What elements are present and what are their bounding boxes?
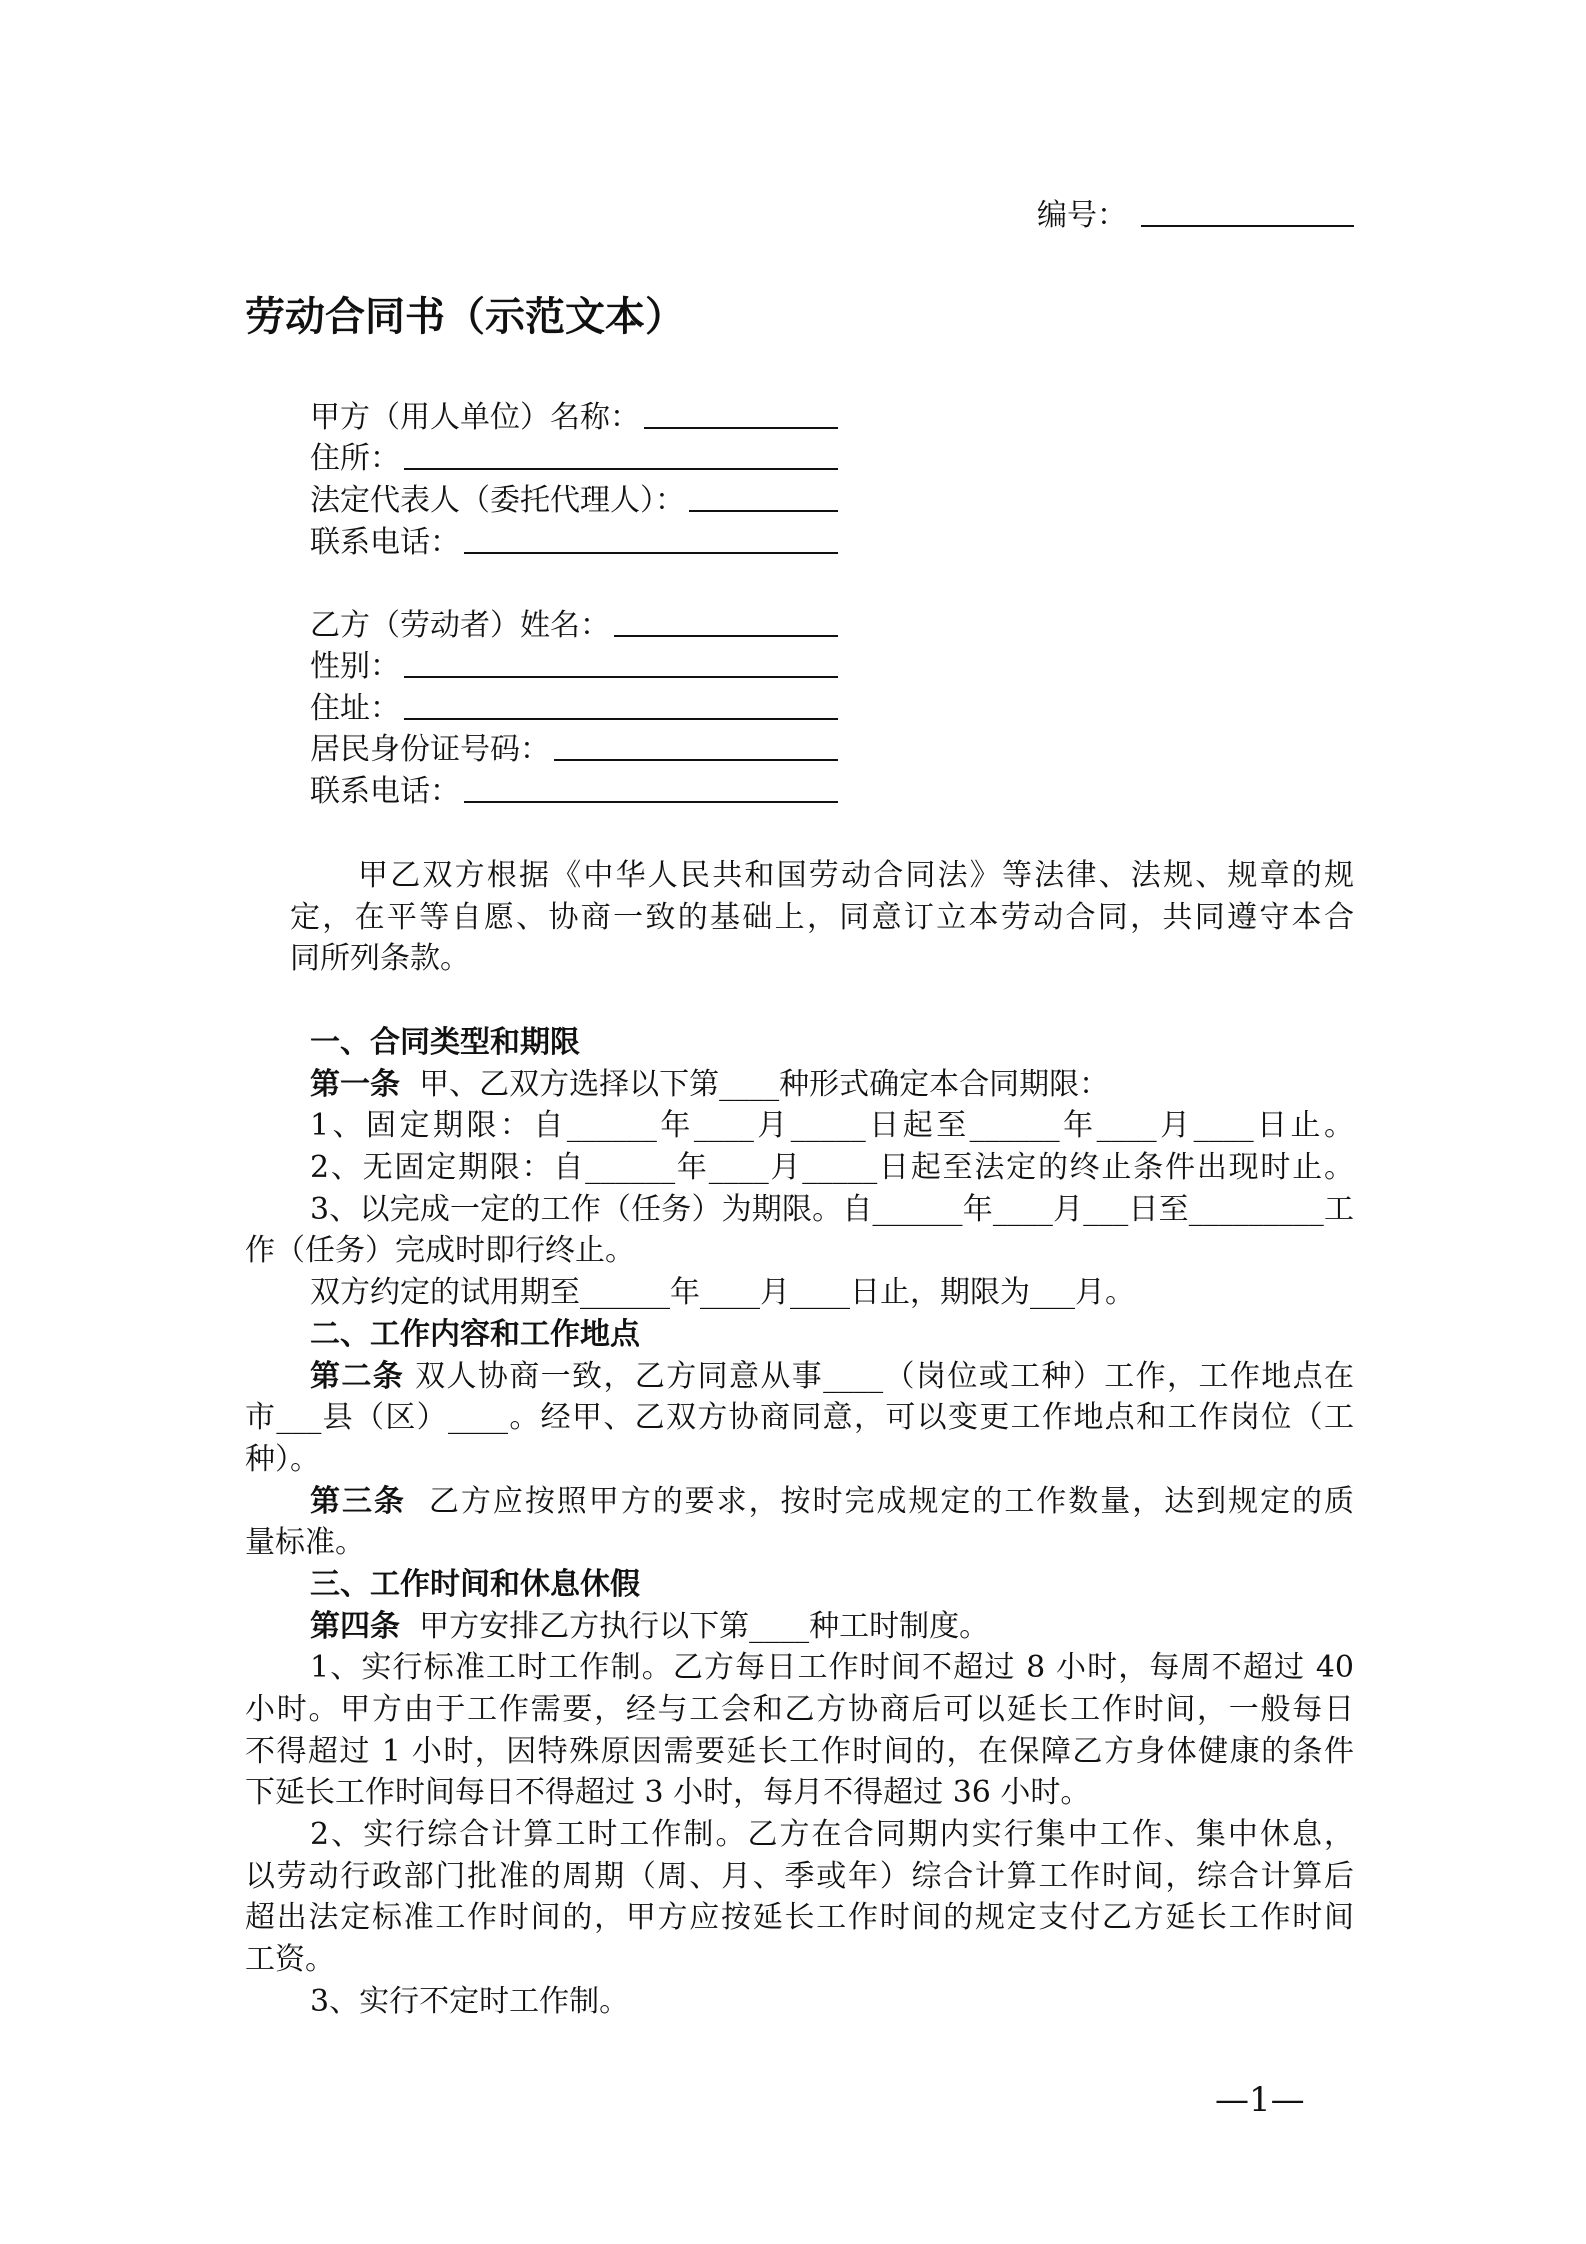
label: 乙方（劳动者）姓名： (310, 608, 610, 643)
party-b-id-field (310, 729, 838, 771)
text-line: 工资。 (245, 1942, 335, 1978)
blank[interactable] (404, 646, 838, 678)
blank[interactable] (404, 438, 838, 470)
section-heading: 三、工作时间和休息休假 (310, 1566, 640, 1602)
text-line: 2、无固定期限：自______年____月_____日起至法定的终止条件出现时止。 (310, 1150, 1354, 1186)
text-line: 甲、乙双方选择以下第____种形式确定本合同期限： (419, 1066, 1110, 1102)
party-a-phone-field (310, 522, 838, 564)
party-a-name-field (310, 397, 838, 439)
label: 法定代表人（委托代理人）： (310, 483, 685, 518)
text-line: 量标准。 (245, 1525, 365, 1561)
text-line: 定，在平等自愿、协商一致的基础上，同意订立本劳动合同，共同遵守本合 (290, 899, 1354, 935)
blank[interactable] (554, 729, 838, 761)
blank[interactable] (404, 688, 838, 720)
text-line: 甲乙双方根据《中华人民共和国劳动合同法》等法律、法规、规章的规 (358, 858, 1354, 893)
text-line: 种）。 (245, 1441, 320, 1477)
preamble (290, 855, 1354, 980)
contract-number-field (1037, 195, 1354, 237)
text-line: 不得超过 1 小时，因特殊原因需要延长工作时间的，在保障乙方身体健康的条件 (245, 1733, 1354, 1769)
text-line: 1、实行标准工时工作制。乙方每日工作时间不超过 8 小时，每周不超过 40 (310, 1650, 1354, 1686)
article-label: 第一条 (310, 1066, 400, 1102)
document-title: 劳动合同书（示范文本） (245, 293, 685, 340)
text-line: 3、以完成一定的工作（任务）为期限。自______年____月___日至_________工 (310, 1191, 1354, 1227)
text-line: 作（任务）完成时即行终止。 (245, 1233, 635, 1269)
blank[interactable] (464, 771, 838, 803)
party-b-gender-field (310, 646, 838, 688)
text-line: 双方约定的试用期至______年____月____日止，期限为___月。 (310, 1275, 1135, 1311)
label: 甲方（用人单位）名称： (310, 400, 640, 435)
party-b-name-field (310, 605, 838, 647)
text-line: 市___县（区）____。经甲、乙双方协商同意，可以变更工作地点和工作岗位（工 (245, 1400, 1354, 1436)
blank[interactable] (644, 397, 838, 429)
text-line: 乙方应按照甲方的要求，按时完成规定的工作数量，达到规定的质 (428, 1483, 1354, 1519)
contract-number-blank[interactable] (1141, 195, 1354, 227)
party-a-address-field (310, 438, 838, 480)
party-a-representative-field (310, 480, 838, 522)
page-number: —1— (1215, 2080, 1305, 2120)
label: 住所： (310, 441, 400, 476)
text-line: 2、实行综合计算工时工作制。乙方在合同期内实行集中工作、集中休息， (310, 1817, 1354, 1853)
blank[interactable] (614, 605, 838, 637)
blank[interactable] (689, 480, 838, 512)
text-line: 以劳动行政部门批准的周期（周、月、季或年）综合计算工作时间，综合计算后 (245, 1858, 1354, 1894)
article-label: 第四条 (310, 1608, 400, 1644)
text-line: 同所列条款。 (290, 941, 470, 977)
text-line: 1、固定期限：自______年____月_____日起至______年____月____日止。 (310, 1108, 1354, 1144)
label: 性别： (310, 649, 400, 684)
label: 联系电话： (310, 525, 460, 560)
blank[interactable] (464, 522, 838, 554)
party-b-address-field (310, 688, 838, 730)
contract-number-label: 编号： (1037, 198, 1127, 233)
party-b-phone-field (310, 771, 838, 813)
section-contract-term (245, 1022, 1354, 2023)
label: 住址： (310, 691, 400, 726)
article-label: 第三条 (310, 1483, 406, 1519)
article-label: 第二条 (310, 1358, 405, 1394)
label: 联系电话： (310, 774, 460, 809)
label: 居民身份证号码： (310, 732, 550, 767)
text-line: 超出法定标准工作时间的，甲方应按延长工作时间的规定支付乙方延长工作时间 (245, 1900, 1354, 1936)
text-line: 下延长工作时间每日不得超过 3 小时，每月不得超过 36 小时。 (245, 1775, 1091, 1811)
section-heading: 一、合同类型和期限 (310, 1025, 580, 1060)
text-line: 3、实行不定时工作制。 (310, 1983, 630, 2019)
text-line: 小时。甲方由于工作需要，经与工会和乙方协商后可以延长工作时间，一般每日 (245, 1692, 1354, 1727)
text-line: 甲方安排乙方执行以下第____种工时制度。 (419, 1608, 990, 1644)
section-heading: 二、工作内容和工作地点 (310, 1316, 640, 1352)
text-line: 双人协商一致，乙方同意从事____（岗位或工种）工作，工作地点在 (415, 1358, 1354, 1394)
